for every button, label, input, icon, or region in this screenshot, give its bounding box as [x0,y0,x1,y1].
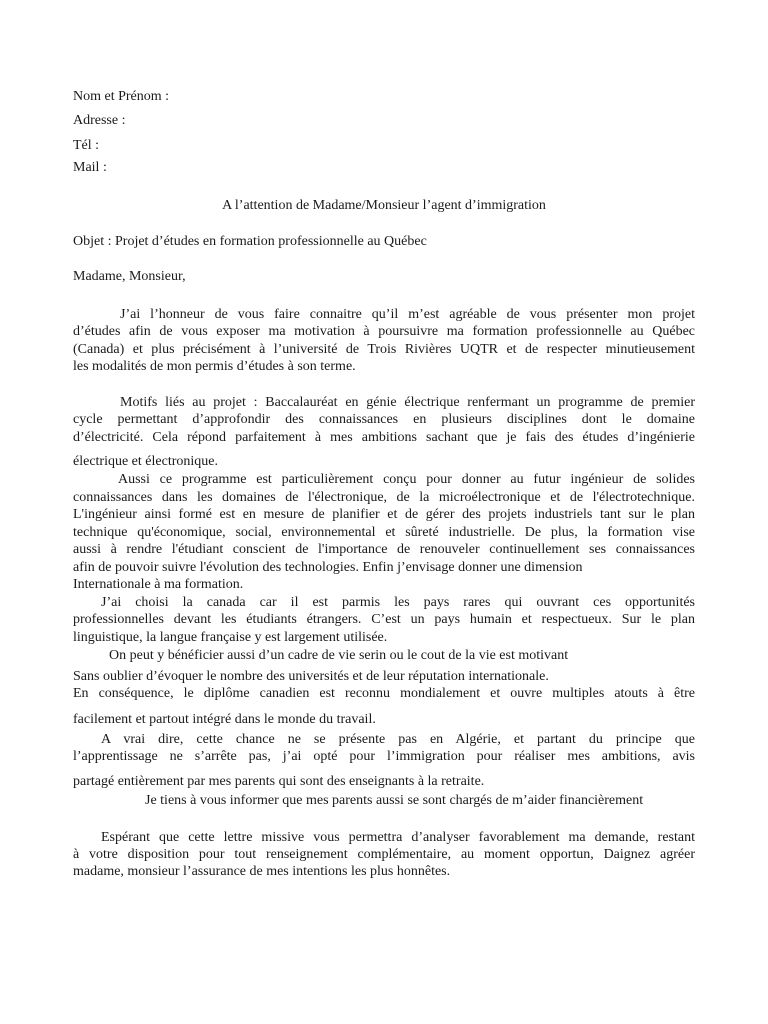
body-line: En conséquence, le diplôme canadien est reconnu mondialement et ouvre multiples atouts à être [73,686,695,701]
body-line: Sans oublier d’évoquer le nombre des universités et de leur réputation internationale. [73,669,549,684]
header-address-label: Adresse : [73,113,126,128]
body-line: J’ai choisi la canada car il est parmis les pays rares qui ouvrant ces opportunités [101,595,695,610]
body-line: d’études afin de vous exposer ma motivation à poursuivre ma formation professionnelle au Québec [73,324,695,339]
attention-line: A l’attention de Madame/Monsieur l’agent d’immigration [222,198,546,213]
body-line: Motifs liés au projet : Baccalauréat en génie électrique renfermant un programme de premier [120,395,695,410]
body-line: technique qu'économique, social, environnemental et sûreté industrielle. De plus, la formation vise [73,525,695,540]
body-line: On peut y bénéficier aussi d’un cadre de vie serin ou le cout de la vie est motivant [109,648,569,663]
body-line: facilement et partout intégré dans le monde du travail. [73,712,376,727]
subject-line: Objet : Projet d’études en formation professionnelle au Québec [73,234,427,249]
body-line: madame, monsieur l’assurance de mes intentions les plus honnêtes. [73,864,451,879]
body-line: aussi à rendre l'étudiant conscient de l'importance de renouveler continuellement ses connaissances [73,542,695,557]
body-line: afin de pouvoir suivre l'évolution des technologies. Enfin j’envisage donner une dimension [73,560,583,575]
body-line: électrique et électronique. [73,454,218,469]
body-line: Aussi ce programme est particulièrement conçu pour donner au futur ingénieur de solides [118,472,695,487]
body-line: Je tiens à vous informer que mes parents aussi se sont chargés de m’aider financièrement [145,793,644,808]
header-name-label: Nom et Prénom : [73,89,170,104]
salutation: Madame, Monsieur, [73,269,186,284]
body-line: connaissances dans les domaines de l'électronique, de la microélectronique et de l'électrotechnique. [73,490,695,505]
body-line: cycle permettant d’approfondir des connaissances en plusieurs disciplines dont le domaine [73,412,695,427]
body-line: (Canada) et plus précisément à l’université de Trois Rivières UQTR et de respecter minutieusement [73,342,695,357]
body-line: l’apprentissage ne s’arrête pas, j’ai opté pour l’immigration pour réaliser mes ambitions, avis [73,749,695,764]
body-line: J’ai l’honneur de vous faire connaitre qu’il m’est agréable de vous présenter mon projet [120,307,695,322]
body-line: les modalités de mon permis d’études à son terme. [73,359,356,374]
body-line: partagé entièrement par mes parents qui sont des enseignants à la retraite. [73,774,485,789]
header-mail-label: Mail : [73,160,107,175]
body-line: professionnelles devant les étudiants étrangers. C’est un pays humain et respectueux. Sur le plan [73,612,695,627]
body-line: linguistique, la langue française y est largement utilisée. [73,630,388,645]
header-phone-label: Tél : [73,138,100,153]
body-line: A vrai dire, cette chance ne se présente pas en Algérie, et partant du principe que [101,732,695,747]
body-line: L'ingénieur ainsi formé est en mesure de planifier et de gérer des projets industriels tant sur le plan [73,507,695,522]
body-line: d’électricité. Cela répond parfaitement à mes ambitions sachant que je fais des études d’ingénierie [73,430,695,445]
body-line: Espérant que cette lettre missive vous permettra d’analyser favorablement ma demande, restant [101,830,695,845]
body-line: Internationale à ma formation. [73,577,244,592]
body-line: à votre disposition pour tout renseignement complémentaire, au moment opportun, Daignez agréer [73,847,695,862]
